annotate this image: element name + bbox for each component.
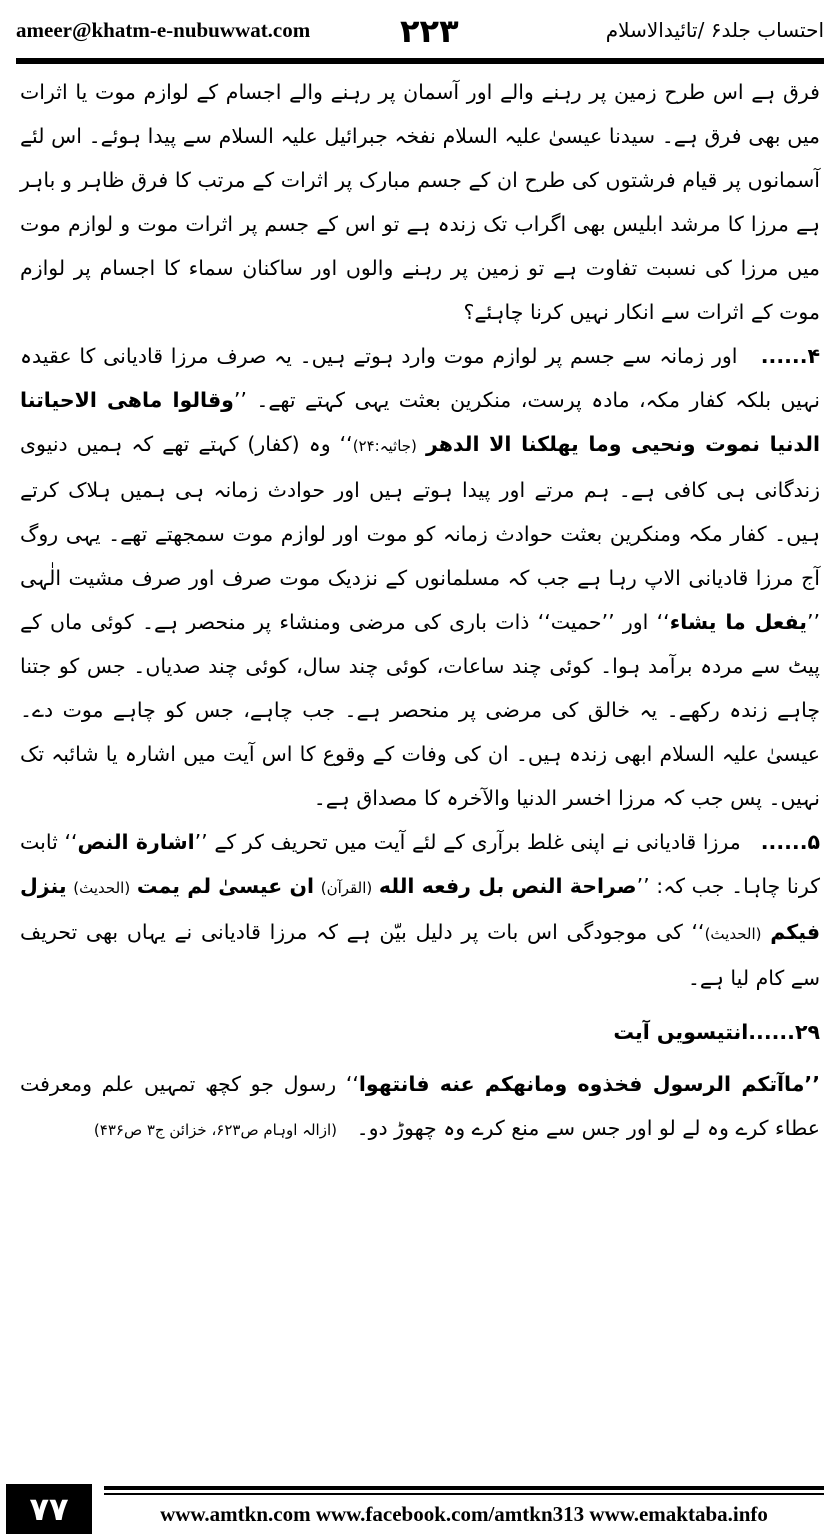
page-number: ۲۲۳ — [400, 12, 459, 50]
p3-ref-3: (الحدیث) — [704, 925, 762, 943]
footer-rule-thin — [104, 1493, 824, 1495]
quote-paragraph — [20, 1062, 820, 1152]
p3-arabic-2: صراحة النص بل رفعه الله — [378, 874, 637, 898]
p3-text-b: ‘‘ ثابت کرنا چاہا۔ جب کہ: ’’ — [20, 830, 820, 898]
header-rule — [16, 58, 824, 64]
point-number-4: ۴...... — [760, 344, 820, 368]
quran-quote: وقالوا ماهى الاحياتنا الدنيا نموت ونحيى وما يهلكنا الا الدهر — [20, 388, 820, 456]
paragraph-1: فرق ہے اس طرح زمین پر رہنے والے اور آسمان پر رہنے والے اجسام کے لوازم موت یا اثرات میں بھی فرق ہے۔ سیدنا عیسیٰ علیہ السلام نفخہ جبرائیل علیہ السلام سے پیدا ہوئے۔ اس لئے آسمانوں پر قیام فرشتوں کی طرح ان کے جسم مبارک پر اثرات کے مرتب کا فرق ظاہر و باہر ہے مرزا کا مرشد ابلیس بھی اگراب تک زندہ ہے تو اس کے جسم پر اثرات موت و لوازم موت میں مرزا کی نسبت تفاوت ہے تو زمین پر رہنے والوں اور ساکنان سماء کا اجسام پر لوازم موت کے اثرات سے انکار نہیں کرنا چاہئے؟ — [20, 80, 820, 324]
p2-arabic-2: یفعل ما یشاء — [669, 610, 807, 634]
quran-reference: (جاثیہ:۲۴) — [352, 437, 417, 455]
footer-links: www.amtkn.com www.facebook.com/amtkn313 www.emaktaba.info — [160, 1502, 768, 1526]
p3-ref-2: (الحدیث) — [73, 879, 131, 897]
p3-text-a: مرزا قادیانی نے اپنی غلط برآری کے لئے آیت میں تحریف کر کے ’’ — [194, 830, 741, 854]
p3-text-c: ‘‘ کی موجودگی اس بات پر دلیل بیّن ہے کہ مرزا قادیانی نے یہاں بھی تحریف سے کام لیا ہے۔ — [20, 920, 820, 990]
page-body — [20, 70, 820, 1152]
p3-ref-1: (القرآن) — [320, 879, 373, 897]
p3-arabic-1: اشارة النص — [77, 830, 195, 854]
page-header — [16, 14, 824, 54]
p2-text-c: ‘‘ اور ’’حمیت‘‘ ذات باری کی مرضی ومنشاء پر منحصر ہے۔ کوئی ماں کے پیٹ سے مردہ برآمد ہوا۔ کوئی چند ساعات، کوئی چند سال، کوئی چند صدیاں۔ جس کو جتنا چاہے زندہ رکھے۔ یہ خالق کی مرضی پر منحصر ہے۔ جب چاہے، جس کو چاہے موت دے۔ عیسیٰ علیہ السلام ابھی زندہ ہیں۔ ان کی وفات کے وقوع کا اس آیت میں اشارہ یا شائبہ تک نہیں۔ پس جب کہ مرزا اخسر الدنیا والآخرہ کا مصداق ہے۔ — [20, 610, 820, 810]
footer-rule — [104, 1486, 824, 1490]
p2-text-a: اور زمانہ سے جسم پر لوازم موت وارد ہوتے ہیں۔ یہ صرف مرزا قادیانی کا عقیدہ نہیں بلکہ کفار مکہ، مادہ پرست، منکرین بعثت یہی کہتے تھے۔ ’’ — [20, 344, 821, 412]
p3-arabic-3: ان عیسیٰ لم یمت — [136, 874, 315, 898]
quote-urdu: ‘‘ رسول جو کچھ تمہیں علم ومعرفت عطاء کرے وہ لے لو اور جس سے منع کرے وہ چھوڑ دو۔ — [20, 1072, 820, 1140]
header-email: ameer@khatm-e-nubuwwat.com — [16, 18, 311, 42]
section-heading: ۲۹......انتیسویں آیت — [613, 1020, 820, 1044]
paragraph-2 — [20, 334, 820, 820]
paragraph-3 — [20, 820, 820, 1000]
p3-arabic-4: ینزل فیکم — [20, 874, 820, 944]
p2-text-b: ‘‘ وہ (کفار) کہتے تھے کہ ہمیں دنیوی زندگانی ہی کافی ہے۔ ہم مرتے اور پیدا ہوتے ہیں اور حوادث زمانہ ہی ہمیں ہلاک کرتے ہیں۔ کفار مکہ ومنکرین بعثت حوادث زمانہ کو موت اور لوازم موت سمجھتے تھے۔ یہی روگ آج مرزا قادیانی الاپ رہا ہے جب کہ مسلمانوں کے نزدیک موت صرف اور صرف مشیت الٰہی ’’ — [20, 432, 820, 634]
book-title: احتساب جلد۶ /تائیدالاسلام — [605, 18, 824, 42]
quote-reference: (ازالہ اوہام ص۶۲۳، خزائن ج۳ ص۴۳۶) — [93, 1121, 337, 1139]
footer-badge: ۷۷ — [6, 1484, 92, 1534]
quote-arabic: ’’ماآتکم الرسول فخذوه ومانهكم عنه فانتهوا — [358, 1072, 821, 1096]
point-number-5: ۵...... — [760, 830, 820, 854]
